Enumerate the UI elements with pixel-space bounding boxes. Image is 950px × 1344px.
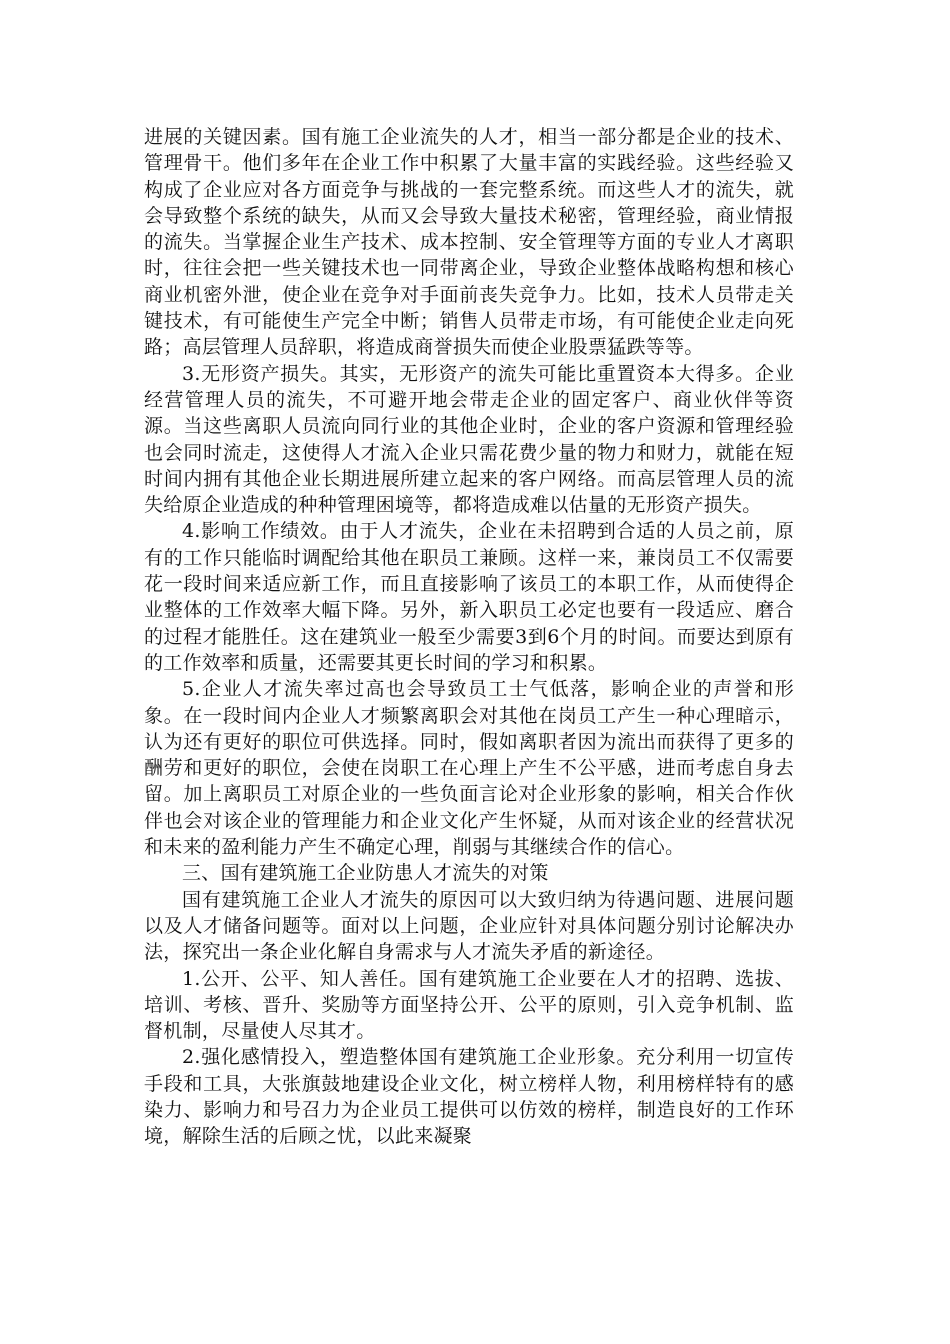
paragraph-emotional-investment: 2.强化感情投入，塑造整体国有建筑施工企业形象。充分利用一切宣传手段和工具，大张旗鼓地建设企业文化，树立榜样人物，利用榜样特有的感染力、影响力和号召力为企业员工提供可以仿效的榜样，制造良好的工作环境，解除生活的后顾之忧，以此来凝聚 [144, 1046, 794, 1148]
document-body [144, 124, 794, 1150]
section-heading: 三、国有建筑施工企业防患人才流失的对策 [182, 862, 549, 885]
paragraph-intangible-assets: 3.无形资产损失。其实，无形资产的流失可能比重置资本大得多。企业经营管理人员的流失，不可避开地会带走企业的固定客户、商业伙伴等资源。当这些离职人员流向同行业的其他企业时，企业的客户资源和管理经验也会同时流走，这使得人才流入企业只需花费少量的物力和财力，就能在短时间内拥有其他企业长期进展所建立起来的客户网络。而高层管理人员的流失给原企业造成的种种管理困境等，都将造成难以估量的无形资产损失。 [144, 362, 794, 517]
paragraph-countermeasures-intro: 国有建筑施工企业人才流失的原因可以大致归纳为待遇问题、进展问题以及人才储备问题等。面对以上问题，企业应针对具体问题分别讨论解决办法，探究出一条企业化解自身需求与人才流失矛盾的新途径。 [144, 888, 794, 964]
paragraph-work-performance: 4.影响工作绩效。由于人才流失，企业在未招聘到合适的人员之前，原有的工作只能临时调配给其他在职员工兼顾。这样一来，兼岗员工不仅需要花一段时间来适应新工作，而且直接影响了该员工的本职工作，从而使得企业整体的工作效率大幅下降。另外，新入职员工必定也要有一段适应、磨合的过程才能胜任。这在建筑业一般至少需要3到6个月的时间。而要达到原有的工作效率和质量，还需要其更长时间的学习和积累。 [144, 520, 794, 674]
paragraph-fairness: 1.公开、公平、知人善任。国有建筑施工企业要在人才的招聘、选拔、培训、考核、晋升、奖励等方面坚持公开、公平的原则，引入竞争机制、监督机制，尽量使人尽其才。 [144, 967, 794, 1043]
paragraph-morale-reputation: 5.企业人才流失率过高也会导致员工士气低落，影响企业的声誉和形象。在一段时间内企业人才频繁离职会对其他在岗员工产生一种心理暗示，认为还有更好的职位可供选择。同时，假如离职者因为流出而获得了更多的酬劳和更好的职位，会使在岗职工在心理上产生不公平感，进而考虑自身去留。加上离职员工对原企业的一些负面言论对企业形象的影响，相关合作伙伴也会对该企业的管理能力和企业文化产生怀疑，从而对该企业的经营状况和未来的盈利能力产生不确定心理，削弱与其继续合作的信心。 [144, 678, 794, 859]
paragraph-continuation: 进展的关键因素。国有施工企业流失的人才，相当一部分都是企业的技术、管理骨干。他们多年在企业工作中积累了大量丰富的实践经验。这些经验又构成了企业应对各方面竞争与挑战的一套完整系统。而这些人才的流失，就会导致整个系统的缺失，从而又会导致大量技术秘密，管理经验，商业情报的流失。当掌握企业生产技术、成本控制、安全管理等方面的专业人才离职时，往往会把一些关键技术也一同带离企业，导致企业整体战略构想和核心商业机密外泄，使企业在竞争对手面前丧失竞争力。比如，技术人员带走关键技术，有可能使生产完全中断；销售人员带走市场，有可能使企业走向死路；高层管理人员辞职，将造成商誉损失而使企业股票猛跌等等。 [144, 126, 794, 359]
